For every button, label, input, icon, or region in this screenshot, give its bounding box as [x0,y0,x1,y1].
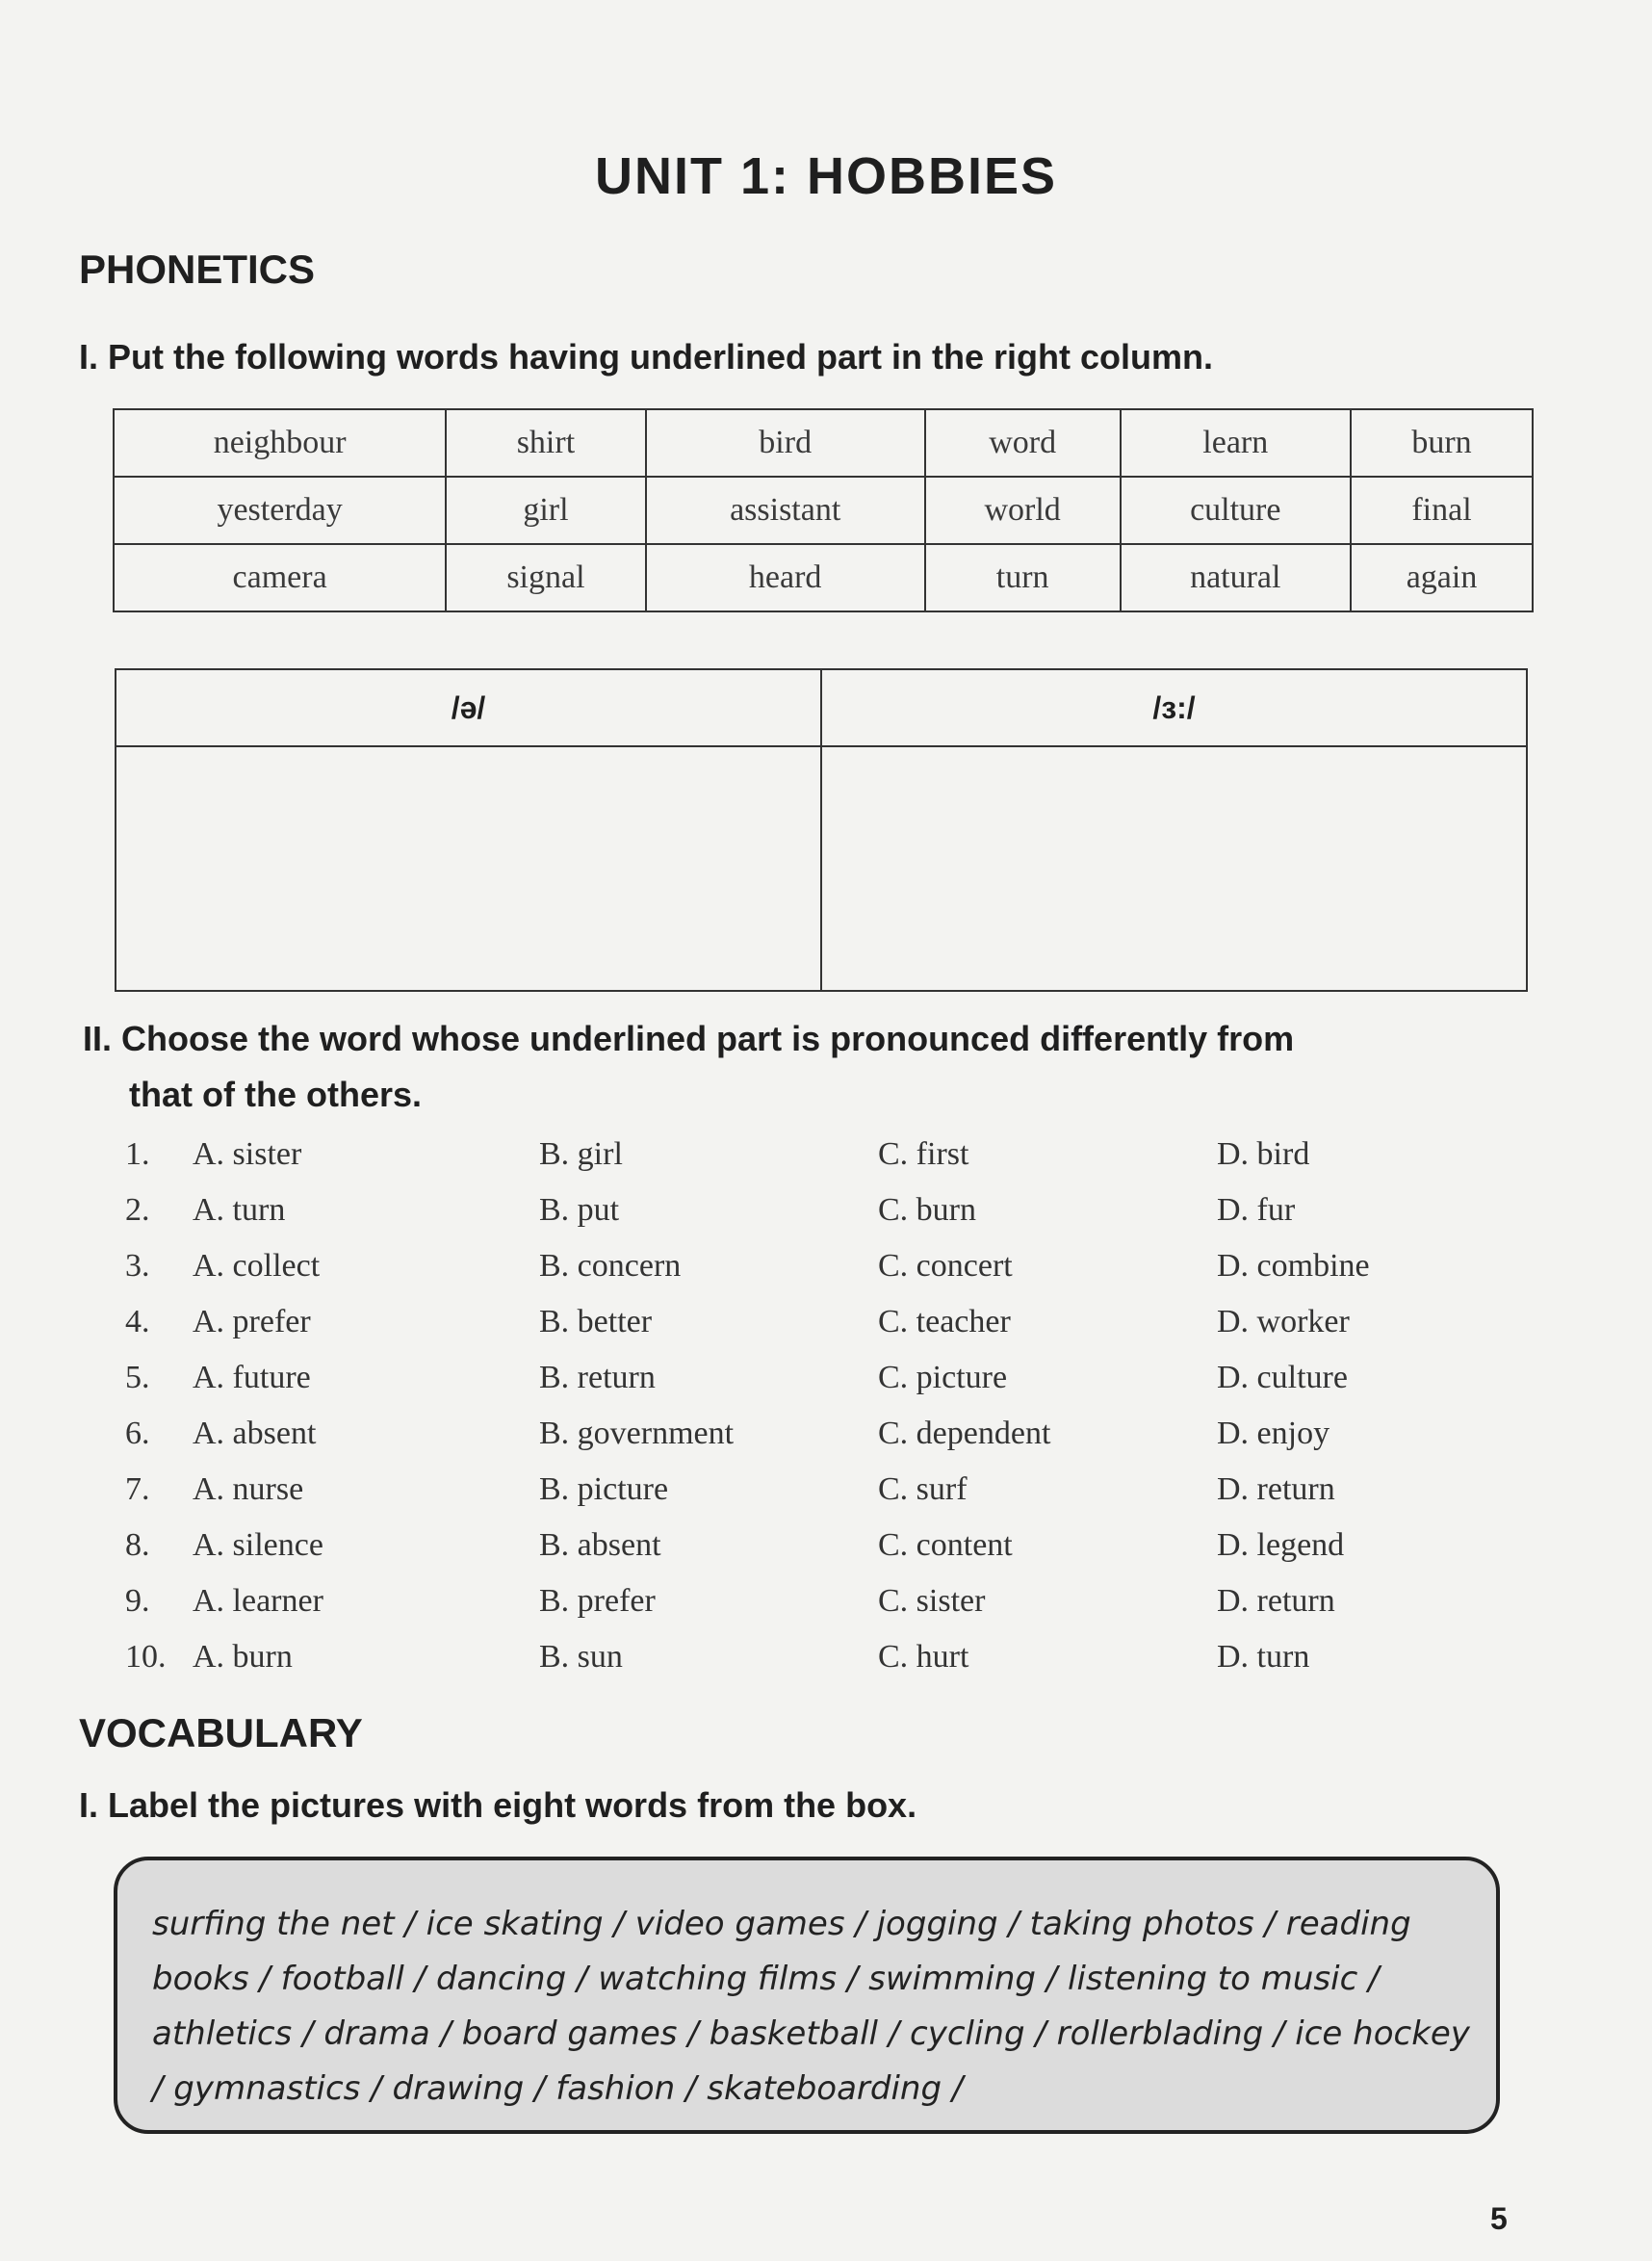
word-box-line: / gymnastics / drawing / fashion / skateboarding / [152,2069,964,2108]
option-d[interactable]: D. culture [1217,1360,1348,1395]
word-cell: girl [446,477,645,544]
option-c[interactable]: C. concert [878,1248,1013,1284]
page-title: UNIT 1: HOBBIES [594,147,1058,205]
question-number: 10. [125,1639,167,1675]
word-cell: learn [1121,409,1351,477]
question-number: 2. [125,1192,150,1228]
option-c[interactable]: C. surf [878,1471,968,1507]
question-row [125,1360,1531,1416]
word-box-line: surfing the net / ice skating / video games / jogging / taking photos / reading [152,1905,1411,1943]
option-c[interactable]: C. picture [878,1360,1008,1395]
option-c[interactable]: C. content [878,1527,1013,1563]
option-d[interactable]: D. fur [1217,1192,1296,1228]
word-grid-row [114,544,1533,611]
question-row [125,1136,1531,1192]
option-b[interactable]: B. better [539,1304,653,1339]
word-cell: turn [925,544,1121,611]
option-d[interactable]: D. return [1217,1583,1335,1619]
question-number: 7. [125,1471,150,1507]
vocabulary-heading: VOCABULARY [79,1710,363,1755]
word-cell: culture [1121,477,1351,544]
option-b[interactable]: B. return [539,1360,656,1395]
exercise-2-instruction-line1: II. Choose the word whose underlined part is pronounced differently from [83,1019,1295,1058]
word-cell: final [1351,477,1533,544]
word-cell: world [925,477,1121,544]
option-d[interactable]: D. turn [1217,1639,1310,1675]
question-number: 8. [125,1527,150,1563]
column-header-long-er: /ɜ:/ [821,669,1527,746]
word-cell: again [1351,544,1533,611]
option-b[interactable]: B. picture [539,1471,669,1507]
option-c[interactable]: C. sister [878,1583,986,1619]
question-number: 6. [125,1416,150,1451]
word-grid-row [114,477,1533,544]
word-box-line: athletics / drama / board games / basketball / cycling / rollerblading / ice hockey [152,2014,1470,2053]
option-b[interactable]: B. absent [539,1527,661,1563]
option-b[interactable]: B. prefer [539,1583,656,1619]
word-cell: bird [646,409,925,477]
question-row [125,1527,1531,1583]
option-a[interactable]: A. nurse [193,1471,304,1507]
word-grid-row [114,409,1533,477]
word-cell: signal [446,544,645,611]
option-c[interactable]: C. dependent [878,1416,1051,1451]
question-number: 3. [125,1248,150,1284]
sort-table [115,668,1528,992]
word-cell: heard [646,544,925,611]
question-number: 4. [125,1304,150,1339]
option-d[interactable]: D. combine [1217,1248,1370,1284]
question-number: 1. [125,1136,150,1172]
option-d[interactable]: D. legend [1217,1527,1345,1563]
word-cell: camera [114,544,446,611]
option-a[interactable]: A. turn [193,1192,286,1228]
option-c[interactable]: C. burn [878,1192,976,1228]
question-row [125,1471,1531,1527]
option-a[interactable]: A. absent [193,1416,317,1451]
option-d[interactable]: D. bird [1217,1136,1310,1172]
word-box [114,1857,1500,2134]
question-row [125,1416,1531,1471]
word-cell: assistant [646,477,925,544]
exercise-1-instruction: I. Put the following words having underlined part in the right column. [79,337,1213,377]
option-a[interactable]: A. prefer [193,1304,311,1339]
option-a[interactable]: A. future [193,1360,311,1395]
answer-cell-long-er[interactable] [821,746,1527,991]
word-cell: burn [1351,409,1533,477]
word-cell: neighbour [114,409,446,477]
question-row [125,1192,1531,1248]
option-a[interactable]: A. burn [193,1639,293,1675]
option-b[interactable]: B. concern [539,1248,682,1284]
option-b[interactable]: B. sun [539,1639,623,1675]
question-row [125,1248,1531,1304]
exercise-2-instruction-line2: that of the others. [129,1075,422,1114]
option-c[interactable]: C. hurt [878,1639,969,1675]
word-cell: shirt [446,409,645,477]
option-b[interactable]: B. put [539,1192,620,1228]
option-a[interactable]: A. sister [193,1136,302,1172]
column-header-schwa: /ə/ [116,669,821,746]
option-d[interactable]: D. worker [1217,1304,1350,1339]
word-grid [113,408,1534,612]
option-d[interactable]: D. enjoy [1217,1416,1330,1451]
question-row [125,1304,1531,1360]
word-cell: natural [1121,544,1351,611]
option-b[interactable]: B. girl [539,1136,623,1172]
word-box-line: books / football / dancing / watching films / swimming / listening to music / [152,1960,1380,1998]
word-cell: yesterday [114,477,446,544]
vocabulary-instruction: I. Label the pictures with eight words from the box. [79,1785,917,1825]
question-number: 9. [125,1583,150,1619]
option-d[interactable]: D. return [1217,1471,1335,1507]
option-a[interactable]: A. learner [193,1583,323,1619]
word-cell: word [925,409,1121,477]
answer-cell-schwa[interactable] [116,746,821,991]
question-row [125,1639,1531,1695]
phonetics-heading: PHONETICS [79,247,316,292]
option-a[interactable]: A. silence [193,1527,323,1563]
option-c[interactable]: C. first [878,1136,969,1172]
option-c[interactable]: C. teacher [878,1304,1011,1339]
question-row [125,1583,1531,1639]
option-a[interactable]: A. collect [193,1248,321,1284]
page-number: 5 [1490,2201,1508,2236]
question-number: 5. [125,1360,150,1395]
option-b[interactable]: B. government [539,1416,735,1451]
